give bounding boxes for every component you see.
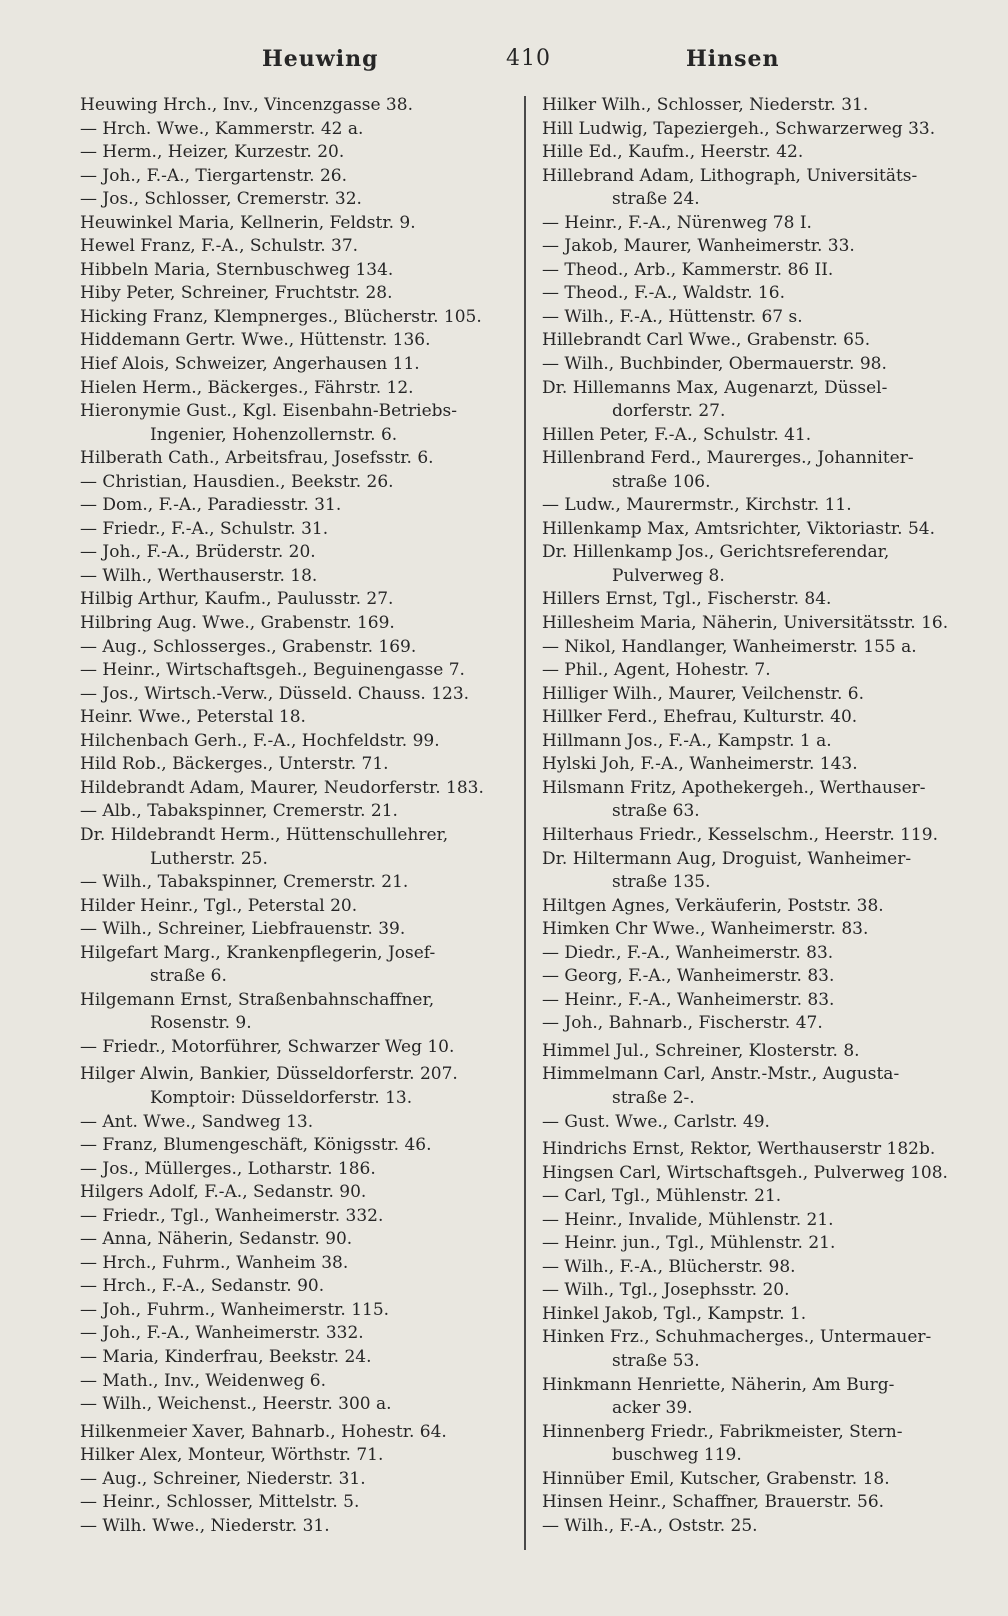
directory-entry: — Alb., Tabakspinner, Cremerstr. 21.: [80, 801, 398, 822]
directory-entry: Hilkenmeier Xaver, Bahnarb., Hohestr. 64.: [80, 1421, 447, 1442]
directory-entry: Hinken Frz., Schuhmacherges., Untermauer-: [542, 1327, 932, 1348]
directory-entry: Hinsen Heinr., Schaffner, Brauerstr. 56.: [542, 1492, 885, 1513]
directory-entry: Hillmann Jos., F.-A., Kampstr. 1 a.: [542, 730, 832, 751]
directory-entry: — Friedr., Motorführer, Schwarzer Weg 10.: [80, 1036, 455, 1057]
directory-entry: — Ant. Wwe., Sandweg 13.: [80, 1111, 314, 1132]
directory-entry: Himmel Jul., Schreiner, Klosterstr. 8.: [542, 1040, 860, 1061]
directory-entry: — Wilh., Werthauserstr. 18.: [80, 565, 318, 586]
directory-entry: Hilsmann Fritz, Apothekergeh., Werthauser-: [542, 777, 926, 798]
directory-entry: Hilgers Adolf, F.-A., Sedanstr. 90.: [80, 1182, 367, 1203]
directory-entry: Hilbig Arthur, Kaufm., Paulusstr. 27.: [80, 589, 394, 610]
directory-entry: straße 106.: [612, 471, 711, 492]
right-column: [542, 94, 974, 1538]
header-right-word: Hinsen: [686, 46, 780, 72]
directory-entry: Hinnenberg Friedr., Fabrikmeister, Stern-: [542, 1421, 903, 1442]
directory-entry: Hielen Herm., Bäckerges., Fährstr. 12.: [80, 377, 414, 398]
directory-entry: Heuwing Hrch., Inv., Vincenzgasse 38.: [80, 95, 413, 115]
directory-entry: Hieronymie Gust., Kgl. Eisenbahn-Betriebs-: [80, 401, 457, 422]
directory-entry: Lutherstr. 25.: [150, 848, 268, 869]
directory-entry: — Theod., Arb., Kammerstr. 86 II.: [542, 259, 834, 280]
directory-entry: Hild Rob., Bäckerges., Unterstr. 71.: [80, 754, 389, 775]
left-column: [80, 94, 504, 1538]
directory-entry: straße 2-.: [612, 1087, 695, 1108]
directory-entry: — Wilh., Tgl., Josephsstr. 20.: [542, 1280, 790, 1301]
directory-entry: straße 63.: [612, 801, 700, 822]
directory-entry: — Math., Inv., Weidenweg 6.: [80, 1370, 326, 1391]
directory-entry: Hilger Alwin, Bankier, Düsseldorferstr. 207.: [80, 1064, 458, 1085]
directory-entry: Hingsen Carl, Wirtschaftsgeh., Pulverweg 108.: [542, 1162, 948, 1183]
directory-entry: — Theod., F.-A., Waldstr. 16.: [542, 283, 785, 304]
directory-entry: — Jos., Müllerges., Lotharstr. 186.: [80, 1158, 376, 1179]
directory-entry: — Jakob, Maurer, Wanheimerstr. 33.: [542, 236, 855, 257]
directory-entry: — Wilh., F.-A., Oststr. 25.: [542, 1515, 758, 1536]
directory-entry: Pulverweg 8.: [612, 565, 725, 586]
directory-entry: Hilterhaus Friedr., Kesselschm., Heerstr. 119.: [542, 824, 938, 845]
directory-entry: Hindrichs Ernst, Rektor, Werthauserstr 182b.: [542, 1139, 936, 1160]
directory-entry: Komptoir: Düsseldorferstr. 13.: [150, 1087, 413, 1108]
directory-entry: Hilliger Wilh., Maurer, Veilchenstr. 6.: [542, 683, 864, 704]
directory-entry: — Heinr., F.-A., Wanheimerstr. 83.: [542, 989, 835, 1010]
directory-entry: Heinr. Wwe., Peterstal 18.: [80, 707, 306, 728]
directory-entry: Hillers Ernst, Tgl., Fischerstr. 84.: [542, 589, 832, 610]
directory-entry: Himmelmann Carl, Anstr.-Mstr., Augusta-: [542, 1064, 900, 1085]
directory-entry: Hillenbrand Ferd., Maurerges., Johanniter-: [542, 448, 914, 469]
directory-entry: — Herm., Heizer, Kurzestr. 20.: [80, 142, 345, 163]
directory-entry: Hillesheim Maria, Näherin, Universitätsstr. 16.: [542, 613, 949, 634]
directory-entry: — Georg, F.-A., Wanheimerstr. 83.: [542, 966, 835, 987]
directory-entry: straße 24.: [612, 189, 700, 210]
directory-entry: Hinkel Jakob, Tgl., Kampstr. 1.: [542, 1303, 807, 1324]
directory-entry: straße 53.: [612, 1350, 700, 1371]
directory-entry: straße 6.: [150, 966, 227, 987]
directory-entry: — Joh., Bahnarb., Fischerstr. 47.: [542, 1013, 823, 1034]
directory-entry: Hibbeln Maria, Sternbuschweg 134.: [80, 259, 394, 280]
directory-entry: Hewel Franz, F.-A., Schulstr. 37.: [80, 236, 359, 257]
directory-entry: Hilker Alex, Monteur, Wörthstr. 71.: [80, 1445, 384, 1466]
directory-entry: Hiby Peter, Schreiner, Fruchtstr. 28.: [80, 283, 393, 304]
directory-entry: — Heinr., F.-A., Nürenweg 78 I.: [542, 212, 812, 233]
directory-entry: Hicking Franz, Klempnerges., Blücherstr. 105.: [80, 306, 482, 327]
directory-entry: Hilberath Cath., Arbeitsfrau, Josefsstr. 6.: [80, 448, 434, 469]
directory-entry: Dr. Hildebrandt Herm., Hüttenschullehrer,: [80, 824, 449, 845]
directory-entry: Hinnüber Emil, Kutscher, Grabenstr. 18.: [542, 1468, 890, 1489]
directory-entry: Hildebrandt Adam, Maurer, Neudorferstr. 183.: [80, 777, 484, 798]
directory-entry: — Heinr. jun., Tgl., Mühlenstr. 21.: [542, 1233, 836, 1254]
directory-entry: — Christian, Hausdien., Beekstr. 26.: [80, 471, 394, 492]
directory-entry: — Joh., F.-A., Brüderstr. 20.: [80, 542, 316, 563]
directory-entry: — Friedr., F.-A., Schulstr. 31.: [80, 518, 329, 539]
directory-entry: — Hrch. Wwe., Kammerstr. 42 a.: [80, 118, 364, 139]
directory-entry: Hillker Ferd., Ehefrau, Kulturstr. 40.: [542, 707, 858, 728]
directory-entry: — Joh., Fuhrm., Wanheimerstr. 115.: [80, 1299, 390, 1320]
directory-entry: dorferstr. 27.: [612, 401, 726, 422]
directory-entry: Hief Alois, Schweizer, Angerhausen 11.: [80, 354, 420, 375]
directory-entry: — Heinr., Wirtschaftsgeh., Beguinengasse 7.: [80, 660, 465, 681]
directory-entry: Hilker Wilh., Schlosser, Niederstr. 31.: [542, 95, 869, 115]
directory-entry: Hilbring Aug. Wwe., Grabenstr. 169.: [80, 613, 395, 634]
directory-entry: Hilgemann Ernst, Straßenbahnschaffner,: [80, 989, 435, 1010]
directory-entry: Hilder Heinr., Tgl., Peterstal 20.: [80, 895, 358, 916]
directory-entry: — Jos., Schlosser, Cremerstr. 32.: [80, 189, 362, 210]
directory-entry: — Wilh., Weichenst., Heerstr. 300 a.: [80, 1394, 392, 1415]
directory-entry: — Wilh., Buchbinder, Obermauerstr. 98.: [542, 354, 887, 375]
directory-entry: — Wilh., Tabakspinner, Cremerstr. 21.: [80, 872, 409, 893]
directory-entry: Hilchenbach Gerh., F.-A., Hochfeldstr. 99.: [80, 730, 440, 751]
directory-entry: — Jos., Wirtsch.-Verw., Düsseld. Chauss. 123.: [80, 683, 470, 704]
directory-entry: Dr. Hillemanns Max, Augenarzt, Düssel-: [542, 377, 888, 398]
directory-entry: — Diedr., F.-A., Wanheimerstr. 83.: [542, 942, 834, 963]
directory-entry: Hillebrandt Carl Wwe., Grabenstr. 65.: [542, 330, 871, 351]
directory-entry: Ingenier, Hohenzollernstr. 6.: [150, 424, 398, 445]
directory-entry: Hillenkamp Max, Amtsrichter, Viktoriastr. 54.: [542, 518, 936, 539]
directory-entry: Hinkmann Henriette, Näherin, Am Burg-: [542, 1374, 895, 1395]
directory-entry: acker 39.: [612, 1398, 693, 1419]
directory-entry: Hiltgen Agnes, Verkäuferin, Poststr. 38.: [542, 895, 884, 916]
directory-entry: Himken Chr Wwe., Wanheimerstr. 83.: [542, 919, 869, 940]
directory-entry: — Hrch., Fuhrm., Wanheim 38.: [80, 1252, 349, 1273]
directory-entry: Hilgefart Marg., Krankenpflegerin, Josef-: [80, 942, 436, 963]
header-left-word: Heuwing: [262, 46, 379, 72]
directory-entry: — Wilh., F.-A., Blücherstr. 98.: [542, 1256, 796, 1277]
column-divider: [524, 96, 526, 1550]
directory-entry: Heuwinkel Maria, Kellnerin, Feldstr. 9.: [80, 212, 416, 233]
directory-entry: straße 135.: [612, 872, 711, 893]
directory-entry: — Aug., Schlosserges., Grabenstr. 169.: [80, 636, 417, 657]
directory-entry: — Anna, Näherin, Sedanstr. 90.: [80, 1229, 353, 1250]
directory-entry: Hill Ludwig, Tapeziergeh., Schwarzerweg 33.: [542, 118, 936, 139]
directory-entry: — Maria, Kinderfrau, Beekstr. 24.: [80, 1346, 372, 1367]
directory-entry: — Heinr., Schlosser, Mittelstr. 5.: [80, 1492, 360, 1513]
directory-entry: — Nikol, Handlanger, Wanheimerstr. 155 a.: [542, 636, 917, 657]
directory-entry: — Joh., F.-A., Wanheimerstr. 332.: [80, 1323, 364, 1344]
directory-entry: — Gust. Wwe., Carlstr. 49.: [542, 1111, 770, 1132]
page-number: 410: [506, 46, 551, 71]
directory-entry: — Hrch., F.-A., Sedanstr. 90.: [80, 1276, 325, 1297]
directory-entry: Hylski Joh, F.-A., Wanheimerstr. 143.: [542, 754, 858, 775]
directory-entry: — Wilh., Schreiner, Liebfrauenstr. 39.: [80, 919, 406, 940]
directory-entry: — Wilh. Wwe., Niederstr. 31.: [80, 1515, 330, 1536]
directory-entry: — Wilh., F.-A., Hüttenstr. 67 s.: [542, 306, 803, 327]
directory-entry: Dr. Hiltermann Aug, Droguist, Wanheimer-: [542, 848, 912, 869]
directory-entry: Hillen Peter, F.-A., Schulstr. 41.: [542, 424, 812, 445]
directory-entry: — Franz, Blumengeschäft, Königsstr. 46.: [80, 1135, 432, 1156]
directory-entry: Dr. Hillenkamp Jos., Gerichtsreferendar,: [542, 542, 890, 563]
directory-entry: Hille Ed., Kaufm., Heerstr. 42.: [542, 142, 804, 163]
directory-entry: Hiddemann Gertr. Wwe., Hüttenstr. 136.: [80, 330, 431, 351]
directory-entry: — Joh., F.-A., Tiergartenstr. 26.: [80, 165, 348, 186]
directory-entry: Rosenstr. 9.: [150, 1013, 252, 1034]
directory-entry: — Aug., Schreiner, Niederstr. 31.: [80, 1468, 366, 1489]
directory-entry: — Friedr., Tgl., Wanheimerstr. 332.: [80, 1205, 384, 1226]
directory-entry: Hillebrand Adam, Lithograph, Universitäts-: [542, 165, 918, 186]
directory-entry: — Heinr., Invalide, Mühlenstr. 21.: [542, 1209, 834, 1230]
directory-entry: — Phil., Agent, Hohestr. 7.: [542, 660, 771, 681]
directory-entry: — Carl, Tgl., Mühlenstr. 21.: [542, 1186, 782, 1207]
directory-entry: buschweg 119.: [612, 1445, 742, 1466]
directory-entry: — Ludw., Maurermstr., Kirchstr. 11.: [542, 495, 852, 516]
directory-entry: — Dom., F.-A., Paradiesstr. 31.: [80, 495, 342, 516]
